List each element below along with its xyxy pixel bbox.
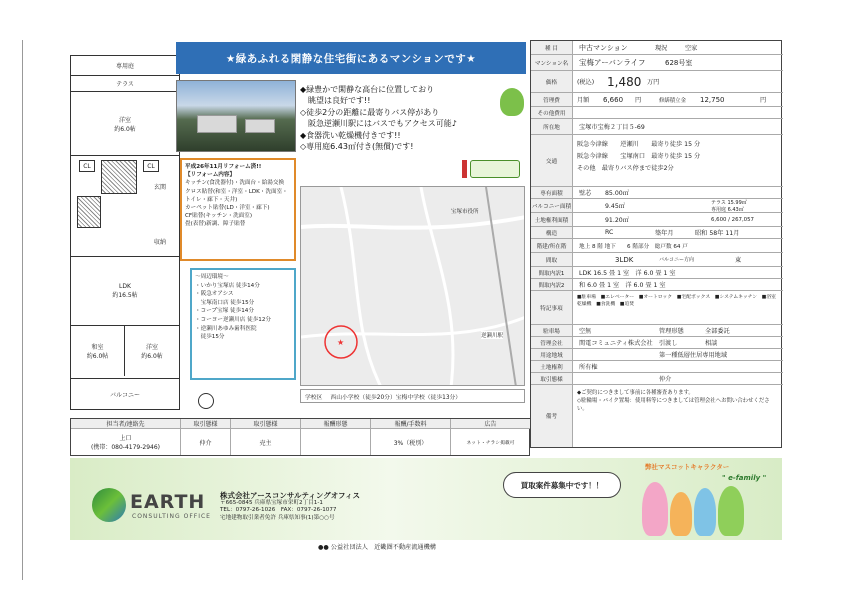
transport-item: その他 最寄りバス停まで徒歩2分 [577,165,674,172]
spec-row-other [531,107,783,119]
spec-share: 6,600 / 267,057 [711,216,754,223]
location-map [300,186,525,386]
mascot-orange-icon [670,492,692,536]
closet-1 [79,160,95,172]
spec-repair-fee: 12,750 [700,95,725,104]
spec-price-unit: 万円 [647,79,660,86]
spec-parking: 空無 [579,328,592,335]
table-cell: 上口 (携帯：080-4179-2946) [71,429,181,455]
storage [141,226,179,256]
spec-row-land [531,213,783,227]
surroundings-item: 宝塚南口店 徒歩15分 [195,299,255,306]
western-room-2-label: 洋室 約6.0帖 [141,344,163,360]
japanese-room [71,326,125,376]
company-line: 宅地建物取引業者免許 兵庫県知事(1)第○○号 [220,514,335,521]
spec-terrace: テラス 15.99㎡ [711,200,747,206]
headline-banner: ★緑あふれる閑静な住宅街にあるマンションです★ [176,42,526,74]
spec-row-address [531,119,783,135]
spec-management: 全部委託 [705,328,730,335]
selling-points [300,84,522,152]
spec-type: 中古マンション [579,43,628,52]
spec-rooms1: LDK 16.5 畳 1 室 洋 6.0 畳 1 室 [579,270,676,277]
selling-point: ◆食器洗い乾燥機付きです!! [300,130,401,140]
spec-status: 空家 [685,45,698,52]
mascot-icon [500,88,524,116]
map-roads [301,187,525,386]
spec-notes: ◆ご契約につきまして事前に各種審査あります。 ◇駐輪場・バイク置場：使用料等につきましては管理会社へお問い合わせください。 [577,390,770,412]
spec-label: 管理会社 [531,337,573,348]
spec-label: 価格 [531,71,573,92]
spec-rights: 所有権 [579,364,598,371]
footer-banner [70,458,782,540]
reform-item: クロス貼替(和室・洋室・LDK・洗面室・トイレ・廊下・天井) [185,188,288,203]
selling-point: 阪急逆瀬川駅にはバスでもアクセス可能♪ [300,119,457,129]
table-header: 取引態様 [231,419,301,429]
spec-label: 現況 [655,45,668,52]
spec-row-fees [531,93,783,107]
spec-row-structure [531,227,783,239]
balcony-label: バルコニー [109,391,140,399]
table-header: 取引態様 [181,419,231,429]
spec-label: 構造 [531,227,573,238]
spec-zoning: 第一種低層住居専用地域 [659,352,728,359]
school-district-label: 学校区 [305,394,323,401]
spec-rooms2: 和 6.0 畳 1 室 洋 6.0 畳 1 室 [579,282,666,289]
spec-row-type [531,41,783,55]
spec-row-zoning [531,349,783,361]
spec-label: 管理形態 [659,328,684,335]
mascot-green-icon [718,486,744,536]
photo-building-2 [245,119,275,133]
spec-monthly-label: 月額 [577,97,590,104]
spec-row-name [531,55,783,71]
transport-list [577,139,700,175]
balcony-area [71,378,179,409]
spec-row-transport [531,135,783,187]
spec-price: 1,480 [607,74,642,89]
floor-plan [70,55,180,410]
surroundings-item: ・コープ宝塚 徒歩14分 [195,308,254,315]
spec-delivery: 相談 [705,340,718,347]
mascot-title: 弊社マスコットキャラクター [645,463,730,471]
spec-mgmt-fee: 6,660 [603,95,624,104]
spec-label: 管理費 [531,93,573,106]
company-name: 株式会社アースコンサルティングオフィス [220,491,360,500]
selling-point: ◆緑豊かで閑静な高台に位置しており [300,85,435,94]
transport-item: 阪急今津線 宝塚南口 最寄り徒歩 15 分 [577,153,701,160]
toilet [77,196,101,228]
closet-1-label: CL [83,162,91,170]
company-info [220,492,520,522]
photo-building [197,115,237,133]
spec-address: 宝塚市宝梅２丁目５-69 [579,124,645,131]
surroundings-box [190,268,296,380]
logo-subtext: CONSULTING OFFICE [132,513,211,520]
table-header: 報酬/手数料 [371,419,451,429]
table-header: 報酬形態 [301,419,371,429]
spec-row-layout [531,253,783,267]
spec-row-rights [531,361,783,373]
spec-label: 交通 [531,135,573,186]
surroundings-item: ・阪急オアシス [195,291,234,298]
association-icon: ●● [318,544,329,551]
spec-label: 間取内訳1 [531,267,573,278]
bus-stop-icon [462,160,467,178]
purchase-bubble: 買取案件募集中です！！ [503,472,621,498]
transport-item: 阪急今津線 逆瀬川 最寄り徒歩 15 分 [577,141,701,148]
table-cell: 仲介 [181,429,231,455]
company-line: TEL：0797-26-1026 FAX：0797-26-1077 [220,507,337,514]
spec-row-rooms1 [531,267,783,279]
spec-label: バルコニー方向 [659,257,695,263]
surroundings-title: ～周辺環境～ [195,274,229,280]
table-cell [301,429,371,455]
spec-structure: RC [605,229,614,236]
svg-text:★: ★ [337,338,345,347]
western-room-1-label: 洋室 約6.0帖 [114,116,136,133]
mascot-name: " e-family " [722,474,767,482]
entrance-label: 玄関 [153,183,166,191]
table-cell: 売主 [231,429,301,455]
compass-icon [198,393,214,409]
table-cell: 3%（税別） [371,429,451,455]
mascot-pink-icon [642,482,668,536]
spec-area-type: 壁芯 [579,190,592,197]
reform-box [180,158,296,261]
spec-label: その他費用 [531,107,573,118]
spec-label: 間取 [531,253,573,266]
spec-label: 土地権利 [531,361,573,372]
selling-point: 眺望は良好です!! [300,96,371,106]
japanese-room-label: 和室 約6.0帖 [86,344,109,360]
ldk-label: LDK 約16.5帖 [112,283,138,299]
terrace-area [71,76,179,92]
page-edge-line [22,40,23,580]
spec-row-terms [531,373,783,385]
spec-label: 築年月 [655,230,674,237]
spec-label: 土地権利面積 [531,213,573,226]
building-photo [176,80,296,152]
western-room-1 [71,92,179,156]
map-label-cityhall: 宝塚市役所 [451,209,479,215]
bathroom [101,160,137,194]
spec-yen: 円 [635,97,642,104]
spec-row-notes [531,385,783,447]
reform-item: CF貼替(キッチン・洗面室) [185,213,253,220]
garden-area [71,56,179,76]
table-header: 広告 [451,419,530,429]
spec-row-area [531,187,783,199]
western-room-2 [125,326,179,376]
mascot-blue-icon [694,488,716,536]
table-header: 担当者/連絡先 [71,419,181,429]
spec-row-mgmt-co [531,337,783,349]
spec-label: 専有面積 [531,187,573,198]
spec-label: 用途地域 [531,349,573,360]
spec-area: 85.00㎡ [605,190,629,197]
spec-room: 628号室 [665,58,693,67]
spec-layout: 3LDK [615,255,634,264]
spec-price-note: (税込) [577,79,595,86]
bus-icon [470,160,520,178]
school-district-value: 西山小学校（徒歩20分）宝梅中学校（徒歩13分） [330,394,462,401]
spec-terms: 仲介 [659,376,672,383]
spec-row-rooms2 [531,279,783,291]
spec-label: 種 目 [531,41,573,54]
map-label-station: 逆瀬川駅 [481,333,504,339]
spec-garden: 専用庭 6.43㎡ [711,207,744,213]
surroundings-item: ・コーヨー逆瀬川店 徒歩12分 [195,316,272,323]
spec-direction: 東 [735,257,742,264]
reform-title: 平成26年11月リフォーム済!! 【リフォーム内容】 [185,164,262,179]
spec-name: 宝梅アーバンライフ [579,58,646,67]
spec-label: 備考 [531,385,573,447]
school-district [300,389,525,403]
spec-row-features [531,291,783,325]
reform-item: 畳(表替)新調、障子貼替 [185,221,246,228]
spec-label: 階建/所在階 [531,239,573,252]
garden-label: 専用庭 [115,63,134,70]
spec-features: ■駐車場 ■エレベーター ■オートロック ■宅配ボックス ■システムキッチン ■浴室乾燥機 ■食洗機 ■追焚 [577,295,776,307]
spec-label: バルコニー面積 [531,199,573,212]
spec-row-price [531,71,783,93]
earth-logo-icon [92,488,126,522]
entrance [143,176,177,196]
spec-label: 修繕積立金 [659,97,686,104]
storage-label: 収納 [153,238,166,246]
contact-table [70,418,530,456]
spec-balcony: 9.45㎡ [605,203,625,210]
spec-land: 91.20㎡ [605,217,629,224]
spec-label: マンション名 [531,55,573,70]
spec-floors: 地上 8 階 地下 6 階部分 総戸数 64 戸 [579,243,688,250]
reform-item: カーペット貼替(LD・洋室・廊下) [185,205,270,212]
spec-row-parking [531,325,783,337]
spec-mgmt-co: 関電コミュニティ株式会社 [579,340,653,347]
closet-2 [143,160,159,172]
spec-label: 駐車場 [531,325,573,336]
spec-label: 特記事項 [531,291,573,324]
spec-yen: 円 [760,97,767,104]
spec-label: 取引態様 [531,373,573,384]
terrace-label: テラス [116,81,134,88]
surroundings-item: ・いかり宝塚店 徒歩14分 [195,282,260,289]
surroundings-item: 徒歩15分 [195,334,225,341]
spec-label: 所在地 [531,119,573,134]
company-line: 〒665-0845 兵庫県宝塚市栄町2丁目1-1 [220,499,323,506]
spec-row-floors [531,239,783,253]
reform-item: キッチン(食洗器付)・洗面台・給湯交換 [185,180,285,187]
closet-2-label: CL [147,162,155,170]
spec-label: 引渡し [659,340,678,347]
surroundings-item: ・逆瀬川あゆみ歯科医院 [195,325,257,332]
spec-row-balcony [531,199,783,213]
association-line [318,542,436,551]
selling-point: ◇徒歩2分の距離に最寄りバス停があり [300,107,440,117]
spec-built: 昭和 58年 11月 [695,230,740,237]
spec-label: 間取内訳2 [531,279,573,290]
property-spec-table [530,40,782,448]
association-name: 公益社団法人 近畿圏不動産流通機構 [330,544,436,551]
selling-point: ◇専用庭6.43㎡付き(無償)です! [300,142,414,152]
ldk-room [71,256,179,326]
logo-text: EARTH [130,491,206,513]
table-cell: ネット・チラシ掲載可 [466,440,515,446]
